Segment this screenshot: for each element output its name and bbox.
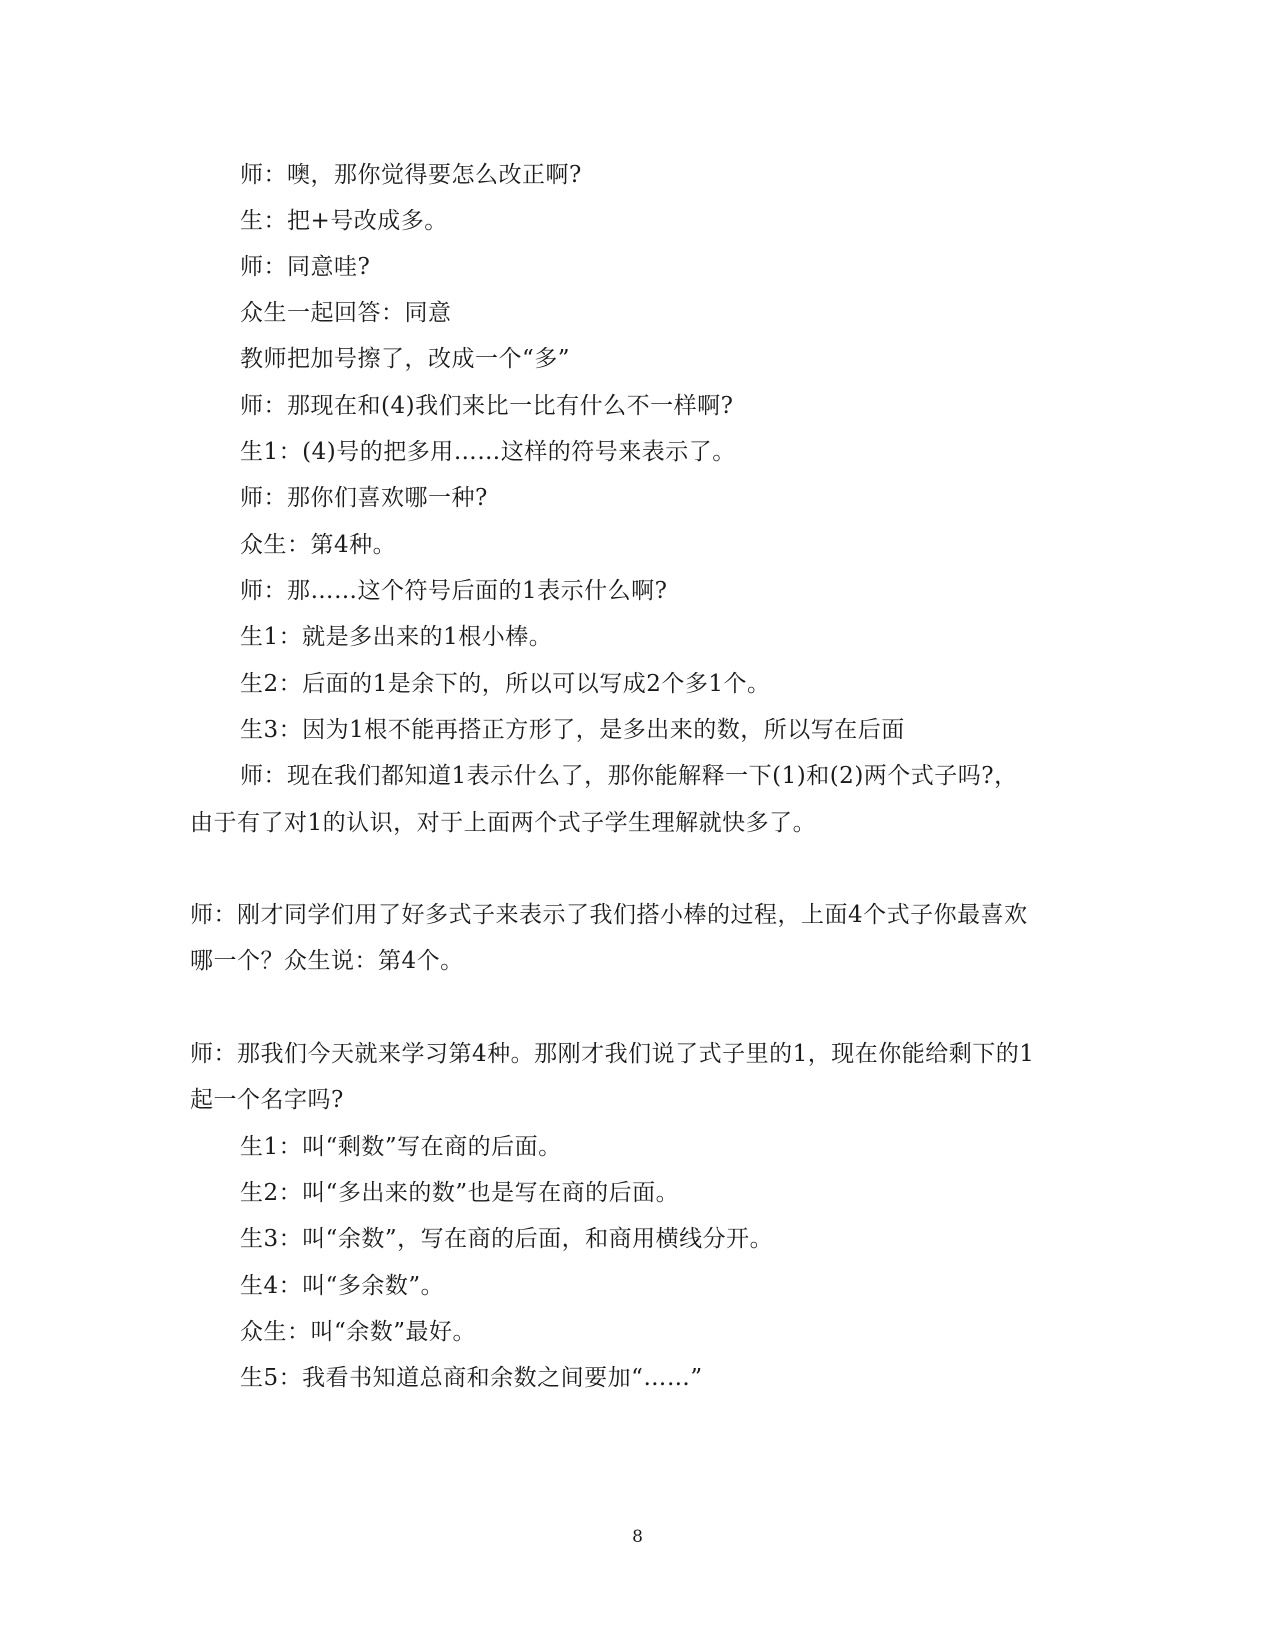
narration-line: 教师把加号擦了，改成一个“多” bbox=[240, 346, 571, 372]
dialogue-line: 生3：因为1根不能再搭正方形了，是多出来的数，所以写在后面 bbox=[240, 717, 905, 743]
dialogue-line: 生1：就是多出来的1根小棒。 bbox=[240, 624, 553, 650]
dialogue-line: 生1：(4)号的把多用……这样的符号来表示了。 bbox=[240, 439, 736, 465]
dialogue-line: 师：刚才同学们用了好多式子来表示了我们搭小棒的过程，上面4个式子你最喜欢 bbox=[190, 902, 1028, 928]
dialogue-line: 生2：叫“多出来的数”也是写在商的后面。 bbox=[240, 1180, 680, 1206]
page-number: 8 bbox=[632, 1527, 643, 1547]
dialogue-line: 众生：叫“余数”最好。 bbox=[240, 1319, 477, 1345]
dialogue-line: 师：现在我们都知道1表示什么了，那你能解释一下(1)和(2)两个式子吗?， bbox=[240, 763, 1018, 789]
dialogue-line: 众生一起回答：同意 bbox=[240, 300, 452, 326]
dialogue-line: 哪一个？众生说：第4个。 bbox=[190, 948, 464, 974]
dialogue-line: 生3：叫“余数”，写在商的后面，和商用横线分开。 bbox=[240, 1226, 774, 1252]
dialogue-line: 生2：后面的1是余下的，所以可以写成2个多1个。 bbox=[240, 671, 771, 697]
dialogue-line: 生4：叫“多余数”。 bbox=[240, 1273, 445, 1299]
dialogue-line: 师：那……这个符号后面的1表示什么啊? bbox=[240, 578, 668, 604]
dialogue-line: 师：同意哇? bbox=[240, 254, 371, 280]
dialogue-line: 师：那现在和(4)我们来比一比有什么不一样啊? bbox=[240, 393, 734, 419]
dialogue-line: 师：那你们喜欢哪一种? bbox=[240, 485, 488, 511]
dialogue-line: 生5：我看书知道总商和余数之间要加“……” bbox=[240, 1365, 703, 1391]
dialogue-line: 师：噢，那你觉得要怎么改正啊? bbox=[240, 162, 582, 188]
dialogue-line: 师：那我们今天就来学习第4种。那刚才我们说了式子里的1，现在你能给剩下的1 bbox=[190, 1041, 1035, 1067]
dialogue-line: 起一个名字吗? bbox=[190, 1087, 344, 1113]
dialogue-line: 生1：叫“剩数”写在商的后面。 bbox=[240, 1134, 562, 1160]
narration-line: 由于有了对1的认识，对于上面两个式子学生理解就快多了。 bbox=[190, 810, 817, 836]
dialogue-line: 生：把+号改成多。 bbox=[240, 208, 448, 234]
dialogue-line: 众生：第4种。 bbox=[240, 532, 397, 558]
